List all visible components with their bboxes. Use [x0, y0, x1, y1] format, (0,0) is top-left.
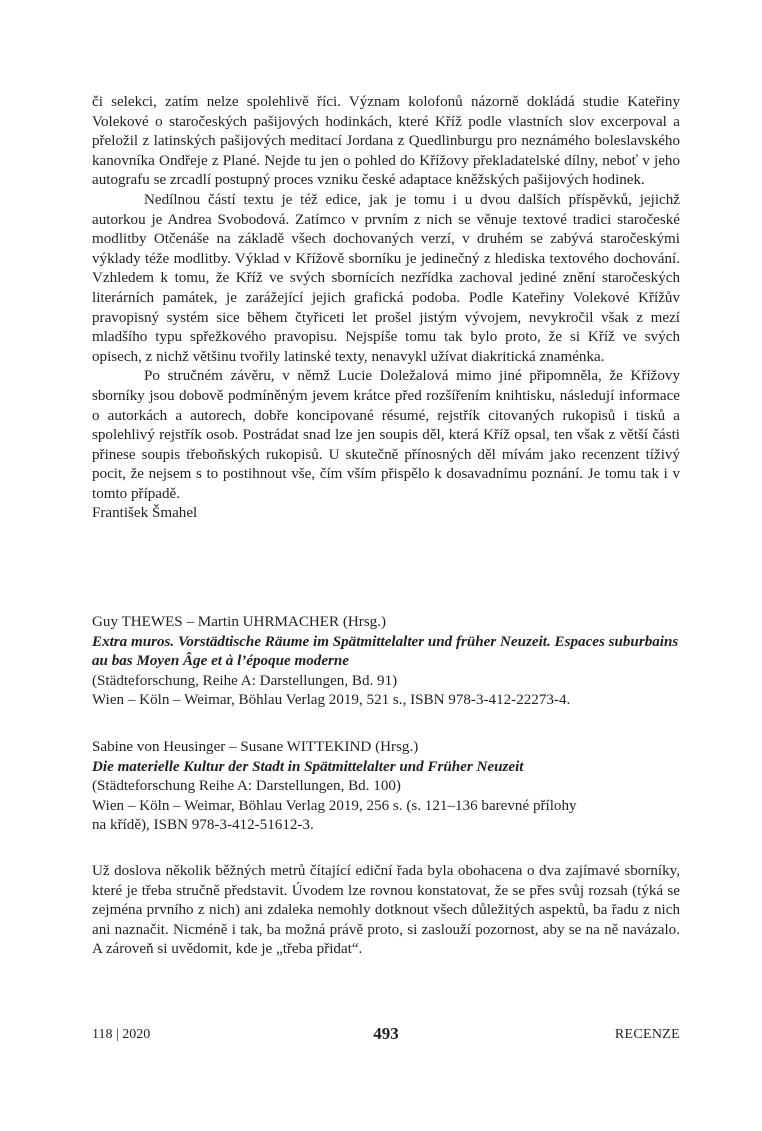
- footer-section: RECENZE: [614, 1027, 680, 1042]
- bib1-publisher: Wien – Köln – Weimar, Böhlau Verlag 2019, 521 s., ISBN 978-3-412-22273-4.: [92, 692, 571, 709]
- bib2-publisher-line2: na křídě), ISBN 978-3-412-51612-3.: [92, 817, 314, 834]
- bib2-authors: Sabine von Heusinger – Susane WITTEKIND (Hrsg.): [92, 739, 419, 755]
- footer-volume: 118 | 2020: [92, 1027, 151, 1042]
- bib1-authors: Guy THEWES – Martin UHRMACHER (Hrsg.): [92, 614, 387, 630]
- review-text-top: [92, 93, 680, 524]
- bibliographic-entry-1: [92, 613, 680, 711]
- bib2-series: (Städteforschung Reihe A: Darstellungen, Bd. 100): [92, 778, 401, 795]
- bib1-title: Extra muros. Vorstädtische Räume im Spätmittelalter und früher Neuzeit. Espaces suburbains au bas Moyen Âge et à l’époque moderne: [92, 633, 679, 670]
- bib1-series: (Städteforschung, Reihe A: Darstellungen, Bd. 91): [92, 672, 398, 689]
- page-number: 493: [373, 1024, 399, 1043]
- reviewer-signature: František Šmahel: [92, 505, 198, 522]
- bib2-title: Die materielle Kultur der Stadt in Spätmittelalter und Früher Neuzeit: [92, 758, 524, 775]
- bibliographic-entry-2: [92, 738, 680, 836]
- page-footer: [92, 1024, 680, 1046]
- review-text-bottom: [92, 862, 680, 960]
- paragraph-3: Po stručném závěru, v němž Lucie Doležalová mimo jiné připomněla, že Křížovy sborníky jsou dobově podmíněným jevem krátce před rozšířením knihtisku, následují informace o autorkách a autorech, dobře koncipované résumé, rejstřík citovaných rukopisů i tisků a spolehlivý rejstřík osob. Postrádat snad lze jen soupis děl, která Kříž opsal, ten však z větší části přinese soupis třeboňských rukopisů. U skutečně přínosných děl mívám jako recenzent tíživý pocit, že nejsem s to postihnout vše, čím vším přispělo k dosavadnímu poznání. Je tomu tak i v tomto případě.: [92, 368, 680, 502]
- review-intro-paragraph: Už doslova několik běžných metrů čítající ediční řada byla obohacena o dva zajímavé sborníky, které je třeba stručně představit. Úvodem lze rovnou konstatovat, že se přes svůj rozsah (týká se zejména prvního z nich) ani zdaleka nemohly dotknout všech důležitých aspektů, ba řadu z nich ani naznačit. Nicméně i tak, ba možná právě proto, si zaslouží pozornost, aby se na ně navázalo. A zároveň si uvědomit, kde je „třeba přidat“.: [92, 863, 680, 958]
- bib2-publisher-line1: Wien – Köln – Weimar, Böhlau Verlag 2019, 256 s. (s. 121–136 barevné přílohy: [92, 797, 577, 814]
- paragraph-2: Nedílnou částí textu je též edice, jak je tomu i u dvou dalších příspěvků, jejichž autorkou je Andrea Svobodová. Zatímco v prvním z nich se věnuje textové tradici staročeské modlitby Otčenáše na základě všech dochovaných verzí, v druhém se zabývá staročeskými výklady téže modlitby. Výklad v Křížově sborníku je jedinečný z hlediska textového dochování. Vzhledem k tomu, že Kříž ve svých sbornících nezřídka zachoval jediné znění staročeských literárních památek, je zarážející jejich grafická podoba. Podle Kateřiny Volekové Křížův pravopisný systém sice během čtyřiceti let prošel jistým vývojem, nevykročil však z mezí mladšího typu spřežkového pravopisu. Nejspíše tomu tak bylo proto, že si Kříž ve svých opisech, z nichž většinu tvořily latinské texty, nenavykl užívat diakritická znaménka.: [92, 191, 680, 365]
- paragraph-1: či selekci, zatím nelze spolehlivě říci. Význam kolofonů názorně dokládá studie Kateřiny Volekové o staročeských pašijových hodinkách, které Kříž podle vlastních slov excerpoval a přeložil z latinských pašijových meditací Jordana z Quedlinburgu pro neznámého boleslavského kanovníka Ondřeje z Plané. Nejde tu jen o pohled do Křížovy překladatelské dílny, neboť v jeho autografu se zrcadlí postupný proces vzniku české adaptace kněžských pašijových hodinek.: [92, 94, 680, 189]
